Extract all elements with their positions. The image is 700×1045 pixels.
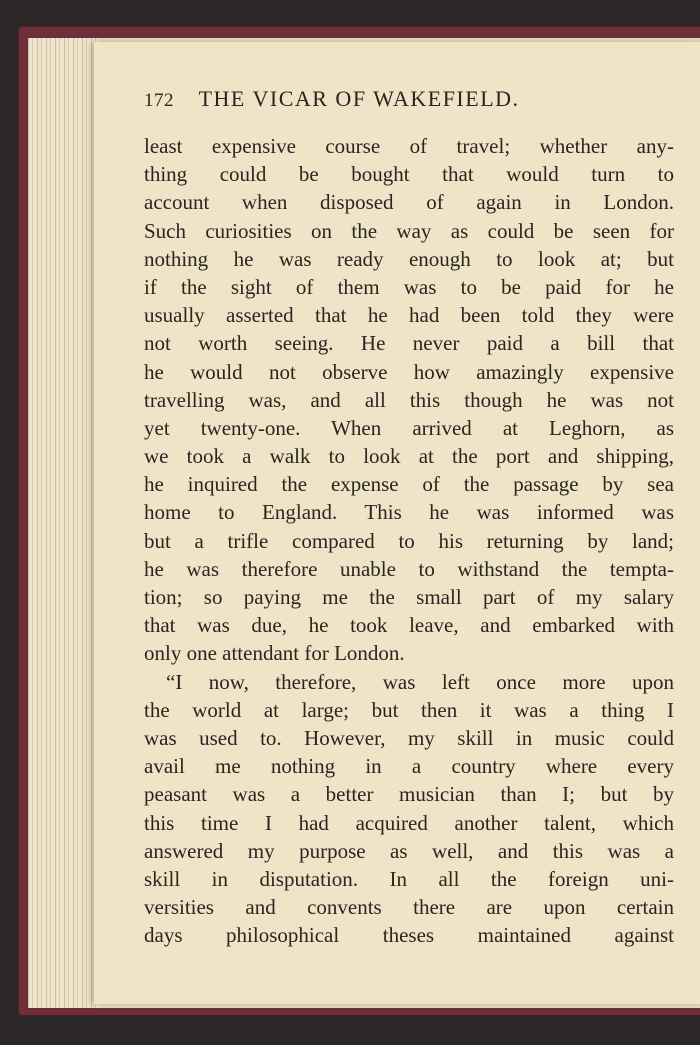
running-head-title: THE VICAR OF WAKEFIELD. (198, 86, 520, 111)
text-line: account when disposed of again in London. (144, 190, 674, 215)
text-line: least expensive course of travel; whether any- (144, 134, 674, 158)
text-line: answered my purpose as well, and this was a (144, 838, 674, 863)
text-line: “I now, therefore, was left once more upon (166, 669, 674, 694)
text-line: skill in disputation. In all the foreign uni- (144, 866, 674, 891)
text-line: travelling was, and all this though he was not (144, 387, 674, 412)
body-text (144, 132, 674, 949)
text-line: the world at large; but then it was a thing I (144, 697, 674, 722)
text-line: avail me nothing in a country where every (144, 754, 674, 779)
text-line: only one attendant for London. (144, 641, 405, 666)
text-line: usually asserted that he had been told they were (144, 303, 674, 328)
running-head (144, 86, 664, 116)
text-line: was used to. However, my skill in music could (144, 725, 674, 750)
page-edges (28, 38, 100, 1008)
text-line: he was therefore unable to withstand the tempta- (144, 556, 674, 581)
text-line: yet twenty-one. When arrived at Leghorn, as (144, 415, 674, 440)
text-line: that was due, he took leave, and embarked with (144, 613, 674, 638)
text-line: he would not observe how amazingly expensive (144, 359, 674, 384)
text-line: but a trifle compared to his returning by land; (144, 528, 674, 553)
text-line: not worth seeing. He never paid a bill that (144, 331, 674, 356)
text-line: home to England. This he was informed was (144, 500, 674, 525)
text-line: versities and convents there are upon certain (144, 895, 674, 920)
page-number: 172 (144, 90, 174, 111)
text-line: peasant was a better musician than I; but by (144, 782, 674, 807)
text-line: if the sight of them was to be paid for he (144, 274, 674, 299)
text-line: we took a walk to look at the port and shipping, (144, 444, 674, 469)
text-line: nothing he was ready enough to look at; but (144, 246, 674, 271)
text-line: tion; so paying me the small part of my salary (144, 585, 674, 609)
text-line: this time I had acquired another talent, which (144, 810, 674, 835)
text-line: he inquired the expense of the passage by sea (144, 472, 674, 497)
text-line: thing could be bought that would turn to (144, 162, 674, 187)
text-line: days philosophical theses maintained against (144, 923, 674, 948)
text-line: Such curiosities on the way as could be seen for (144, 218, 674, 243)
